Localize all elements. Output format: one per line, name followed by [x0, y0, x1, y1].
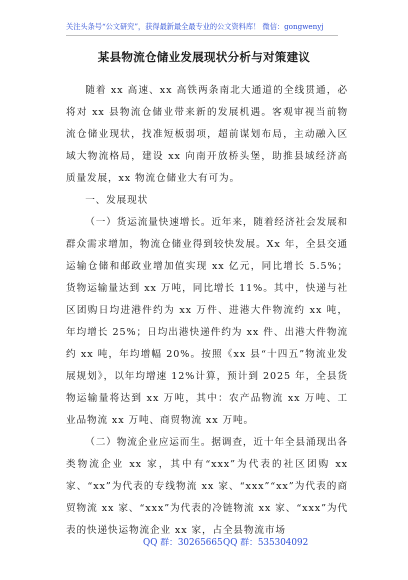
- document-title: 某县物流仓储业发展现状分析与对策建议: [97, 50, 311, 64]
- qq-group-2: QQ 群：535304092: [223, 538, 309, 548]
- header-banner: 关注头条号“公文研究”，获得最新最全最专业的公文资料库！ 微信：gongwenyj: [66, 22, 338, 36]
- body-paragraph: （二）物流企业应运而生。据调查，近十年全县涌现出各类物流企业 xx 家，其中有“xxx”为代表的社区团购 xx 家、“xx”为代表的专线物流 xx 家、“xxx”“xx”为代表的商贸物流 xx 家、“xxx”为代表的冷链物流 xx 家、“xxx”为代表的快递快运物流企业 xx 家，占全县物流市场: [66, 437, 348, 536]
- body-paragraph: （一）货运流量快速增长。近年来，随着经济社会发展和群众需求增加，物流仓储业得到较快发展。Xx 年，全县交通运输仓储和邮政业增加值实现 xx 亿元，同比增长 5.5%；货物运输量达到 xx 万吨，同比增长 11%。其中，快递与社区团购日均进港件约为 xx 万件、进港大件物流约 xx 吨，年均增长 25%；日均出港快递件约为 xx 件、出港大件物流约 xx 吨，年均增幅 20%。按照《xx 县“十四五”物流业发展规划》，以年均增速 12%计算，预计到 2025 年，全县货物运输量将达到 xx 万吨，其中：农产品物流 xx 万吨、工业品物流 xx 万吨、商贸物流 xx 万吨。: [66, 217, 348, 426]
- intro-paragraph: 随着 xx 高速、xx 高铁两条南北大通道的全线贯通，必将对 xx 县物流仓储业带来新的发展机遇。客观审视当前物流仓储业现状，找准短板弱项，超前谋划布局，主动融入区域大物流格局，建设 xx 向南开放桥头堡，助推县域经济高质量发展，xx 物流仓储业大有可为。: [66, 85, 348, 184]
- section-heading: 一、发展现状: [85, 195, 149, 206]
- footer: [0, 535, 408, 549]
- qq-group-1: QQ 群：30265665: [143, 538, 223, 548]
- document-body: [66, 80, 348, 542]
